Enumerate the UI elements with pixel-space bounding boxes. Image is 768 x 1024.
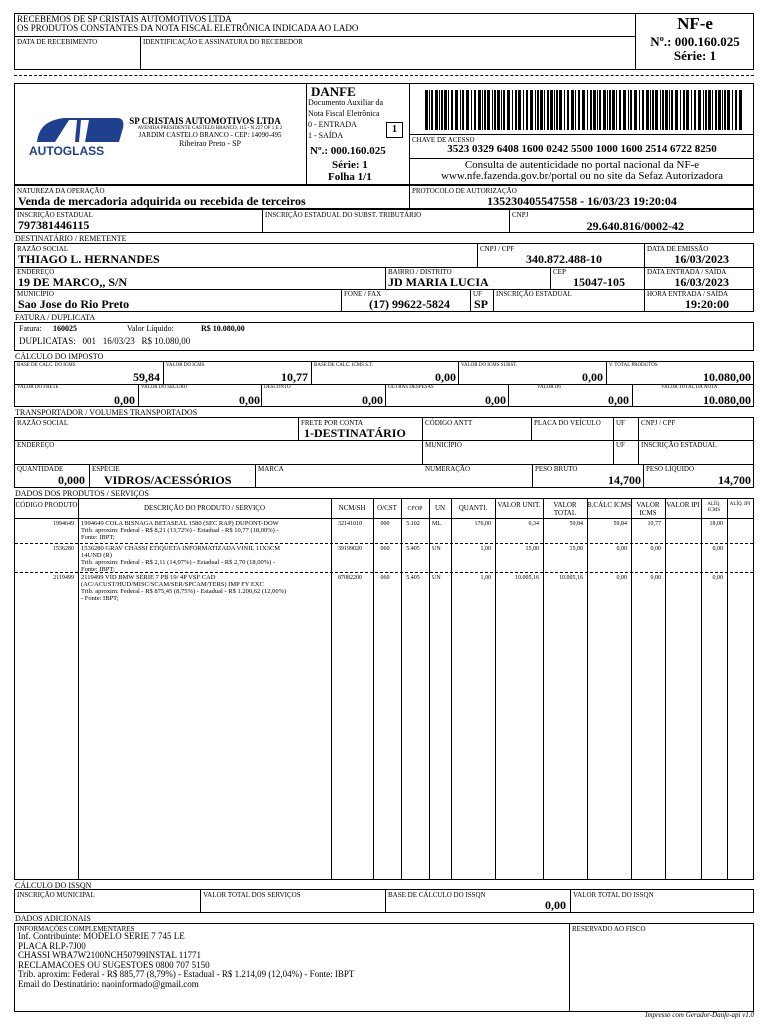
info-line: Email do Destinatário: naoinformado@gmail.com bbox=[18, 978, 199, 989]
transp-frete: 1-DESTINATÁRIO bbox=[304, 426, 406, 440]
dest-uf: SP bbox=[474, 297, 489, 311]
transp-frete-label: FRETE POR CONTA bbox=[301, 419, 364, 427]
desconto: 0,00 bbox=[362, 393, 383, 407]
cell-cst: 000 bbox=[380, 521, 390, 527]
emitente-cidade: Ribeirao Preto - SP bbox=[179, 139, 241, 148]
dest-endereco-label: ENDEREÇO bbox=[17, 268, 55, 276]
cell-cfop: 5.405 bbox=[406, 546, 420, 552]
danfe-folha: Folha 1/1 bbox=[328, 171, 372, 183]
col-quant: QUANTI. bbox=[458, 504, 488, 512]
dest-hora-label: HORA ENTRADA / SAÍDA bbox=[647, 290, 729, 298]
dest-entrada: 16/03/2023 bbox=[674, 275, 729, 289]
ipi-label: VALOR IPI bbox=[537, 385, 561, 390]
ie-label: INSCRIÇÃO ESTADUAL bbox=[17, 211, 93, 219]
transp-uf-label: UF bbox=[616, 419, 625, 427]
dest-cnpj-label: CNPJ / CPF bbox=[480, 245, 515, 253]
dest-ie-label: INSCRIÇÃO ESTADUAL bbox=[496, 290, 572, 298]
info-label: INFORMAÇÕES COMPLEMENTARES bbox=[17, 925, 135, 933]
liquido-value: R$ 10.080,00 bbox=[201, 324, 245, 333]
protocolo-value: 135230405547558 - 16/03/23 19:20:04 bbox=[487, 194, 677, 208]
cell-cfop: 5.102 bbox=[406, 521, 420, 527]
col-vunit: VALOR UNIT. bbox=[497, 501, 541, 509]
dest-razao-label: RAZÃO SOCIAL bbox=[17, 245, 69, 253]
transp-razao-label: RAZÃO SOCIAL bbox=[17, 419, 69, 427]
cut-line bbox=[14, 75, 754, 76]
imposto-section: CÁLCULO DO IMPOSTO bbox=[15, 352, 104, 361]
issqn-v-label: VALOR TOTAL DO ISSQN bbox=[573, 891, 654, 899]
seguro-label: VALOR DO SEGURO bbox=[141, 385, 188, 390]
destinatario-section: DESTINATÁRIO / REMETENTE bbox=[15, 234, 127, 243]
barcode-icon bbox=[425, 90, 745, 130]
nfe-title: NF-e bbox=[677, 14, 713, 33]
cell-un: ML bbox=[432, 521, 441, 527]
cell-quant: 1,00 bbox=[480, 546, 491, 552]
fatura-label: Fatura: bbox=[19, 324, 42, 333]
fatura-box bbox=[14, 322, 754, 351]
dest-uf-label: UF bbox=[473, 290, 482, 298]
seguro: 0,00 bbox=[239, 393, 260, 407]
cell-un: UN bbox=[432, 546, 441, 552]
issqn-im-label: INSCRIÇÃO MUNICIPAL bbox=[17, 891, 95, 899]
canhoto-line2: OS PRODUTOS CONSTANTES DA NOTA FISCAL ELETRÔNICA INDICADA AO LADO bbox=[17, 23, 359, 33]
cell-vtotal: 10.005,16 bbox=[559, 575, 583, 581]
dest-emissao: 16/03/2023 bbox=[674, 252, 729, 266]
info-line: PLACA RLP-7J00 bbox=[18, 940, 86, 951]
issqn-vserv-label: VALOR TOTAL DOS SERVIÇOS bbox=[203, 891, 301, 899]
inscricao-row bbox=[14, 209, 754, 233]
total-prod: 10.080,00 bbox=[703, 370, 751, 384]
destinatario-box bbox=[14, 243, 754, 312]
transp-numeracao-label: NUMERAÇÃO bbox=[425, 465, 471, 473]
col-aipi: ALÍQ. IPI bbox=[729, 502, 751, 507]
cell-descricao: - Fonte: IBPT; bbox=[81, 595, 119, 602]
dest-fone: (17) 99622-5824 bbox=[369, 297, 450, 311]
col-vicms: VALOR ICMS bbox=[636, 501, 660, 517]
col-codigo: CÓDIGO PRODUTO bbox=[15, 501, 78, 509]
cell-descricao: Trib. aproxim: Federal - R$ 875,45 (8,75%) - Estadual - R$ 1.200,62 (12,00%) bbox=[81, 588, 287, 595]
icms: 10,77 bbox=[281, 370, 308, 384]
info-line: Trib. aproxim: Federal - R$ 885,77 (8,79%) - Estadual - R$ 1.214,09 (12,04%) - Fonte: IBPT bbox=[18, 969, 355, 979]
cell-ncm: 39199020 bbox=[338, 546, 362, 552]
dest-hora: 19:20:00 bbox=[685, 297, 729, 311]
dest-endereco: 19 DE MARCO,, S/N bbox=[18, 275, 128, 289]
ipi: 0,00 bbox=[608, 393, 629, 407]
cell-codigo: 1994649 bbox=[53, 521, 74, 527]
col-aicms: ALÍQ. ICMS bbox=[707, 502, 721, 513]
cell-bcicms: 59,84 bbox=[613, 521, 627, 527]
transp-qtd-label: QUANTIDADE bbox=[17, 465, 64, 473]
transp-ie-label: INSCRIÇÃO ESTADUAL bbox=[641, 441, 717, 449]
outras-label: OUTRAS DESPESAS bbox=[388, 385, 434, 390]
canhoto-numero: Nº.: 000.160.025 bbox=[650, 34, 740, 49]
consulta-1: Consulta de autenticidade no portal nacional da NF-e bbox=[464, 159, 700, 171]
consulta-2: www.nfe.fazenda.gov.br/portal ou no site da Sefaz Autorizadora bbox=[440, 170, 724, 182]
cell-descricao: Trib. aproxim: Federal - R$ 2,11 (14,07%) - Estadual - R$ 2,70 (18,00%) - bbox=[81, 559, 276, 566]
frete-label: VALOR DO FRETE bbox=[17, 385, 59, 390]
cell-vunit: 15,00 bbox=[525, 546, 539, 552]
footer: Impresso com Gerador-Danfe-api v1.0 bbox=[645, 1011, 754, 1019]
cell-descricao: (AC/ACUST/HUD/MISC/SCAM/SER/SPCAM/TERS) IMP FY EXC bbox=[81, 581, 264, 588]
info-lines bbox=[18, 932, 354, 989]
cell-vicms: 0,00 bbox=[650, 575, 661, 581]
col-vtotal: VALOR TOTAL bbox=[553, 501, 577, 517]
dest-municipio-label: MUNICÍPIO bbox=[17, 290, 54, 298]
natureza-row bbox=[14, 185, 754, 209]
data-recebimento-label: DATA DE RECEBIMENTO bbox=[17, 38, 98, 46]
info-line: Inf. Contribuinte: MODELO SERIE 7 745 LE bbox=[18, 931, 185, 941]
cnpj-label: CNPJ bbox=[512, 211, 529, 219]
transp-peso-bruto: 14,700 bbox=[608, 473, 641, 487]
emitente-bairro: JARDIM CASTELO BRANCO - CEP: 14090-495 bbox=[138, 131, 282, 139]
cell-descricao: Fonte: IBPT; bbox=[81, 534, 115, 541]
cell-vtotal: 15,00 bbox=[569, 546, 583, 552]
col-cst: O/CST bbox=[377, 504, 397, 512]
canhoto-serie: Série: 1 bbox=[673, 48, 717, 63]
cell-aicms: 18,00 bbox=[709, 521, 723, 527]
ie-st-label: INSCRIÇÃO ESTADUAL DO SUBST. TRIBUTÁRIO bbox=[265, 211, 422, 219]
cell-bcicms: 0,00 bbox=[616, 575, 627, 581]
danfe-numero: Nº.: 000.160.025 bbox=[310, 145, 386, 157]
identificacao-label: IDENTIFICAÇÃO E ASSINATURA DO RECEBEDOR bbox=[143, 38, 303, 46]
cell-aicms: 0,00 bbox=[712, 575, 723, 581]
liquido-label: Valor Líquido: bbox=[127, 324, 174, 333]
transportador-section: TRANSPORTADOR / VOLUMES TRANSPORTADOS bbox=[15, 408, 198, 417]
col-cfop: CFOP bbox=[407, 506, 423, 512]
col-un: UN bbox=[434, 504, 446, 512]
danfe-title: DANFE bbox=[311, 84, 356, 99]
emitente-nome: SP CRISTAIS AUTOMOTIVOS LTDA bbox=[129, 116, 281, 126]
produtos-table bbox=[14, 498, 754, 880]
cell-vicms: 10,77 bbox=[647, 521, 661, 527]
emitente-endereco: AVENIDA PRESIDENTE CASTELO BRANCO, 115 - N 227 OF 1 E 2 bbox=[137, 126, 283, 131]
issqn-bc: 0,00 bbox=[545, 898, 566, 912]
natureza-label: NATUREZA DA OPERAÇÃO bbox=[17, 187, 105, 195]
bc-st-label: BASE DE CÁLC. ICMS S.T. bbox=[314, 363, 374, 368]
transp-cnpj-label: CNPJ / CPF bbox=[641, 419, 676, 427]
adicionais-box bbox=[14, 923, 754, 1012]
cell-cst: 060 bbox=[380, 575, 390, 581]
dest-bairro-label: BAIRRO / DISTRITO bbox=[388, 268, 452, 276]
transp-marca-label: MARCA bbox=[258, 465, 284, 473]
icms-st-label: VALOR DO ICMS SUBST. bbox=[461, 363, 518, 368]
icms-st: 0,00 bbox=[582, 370, 603, 384]
cell-cst: 060 bbox=[380, 546, 390, 552]
dest-cep-label: CEP bbox=[553, 268, 566, 276]
danfe-serie: Série: 1 bbox=[332, 159, 368, 171]
dest-entrada-label: DATA ENTRADA / SAÍDA bbox=[647, 268, 727, 276]
cell-descricao: 1536280 GRAV CHASSI ETIQUETA INFORMATIZADA VINIL 11X3CM bbox=[81, 545, 281, 552]
cell-descricao: 2119499 VID BMW SERIE 7 PB 19/ 4P VSF CAD bbox=[81, 574, 216, 581]
header bbox=[14, 83, 754, 185]
cnpj-value: 29.640.816/0002-42 bbox=[586, 219, 684, 233]
transp-antt-label: CÓDIGO ANTT bbox=[425, 419, 473, 427]
total-nota: 10.080,00 bbox=[703, 393, 751, 407]
protocolo-label: PROTOCOLO DE AUTORIZAÇÃO bbox=[412, 187, 517, 195]
cell-descricao: 1994649 COLA BISNAGA BETASEAL 1580 (SEC RAP) DUPONT-DOW bbox=[81, 520, 279, 527]
fatura-section: FATURA / DUPLICATA bbox=[15, 313, 96, 322]
cell-vicms: 0,00 bbox=[650, 546, 661, 552]
danfe-tipo-box: 1 bbox=[386, 122, 403, 138]
chave-value: 3523 0329 6408 1600 0242 5500 1000 1600 2514 6722 8250 bbox=[447, 143, 717, 155]
transp-peso-liquido-label: PESO LÍQUIDO bbox=[646, 465, 695, 473]
cell-descricao: Fonte: IBPT; bbox=[81, 566, 115, 573]
natureza-value: Venda de mercadoria adquirida ou recebida de terceiros bbox=[18, 194, 306, 208]
danfe-sub1: Documento Auxiliar da bbox=[308, 98, 384, 107]
dest-municipio: Sao Jose do Rio Preto bbox=[18, 297, 130, 311]
cell-codigo: 1536280 bbox=[53, 546, 74, 552]
danfe-entrada: 0 - ENTRADA bbox=[308, 120, 357, 129]
bc-icms-label: BASE DE CÁLC. DO ICMS bbox=[17, 363, 76, 368]
duplicatas: DUPLICATAS: 001 16/03/23 R$ 10.080,00 bbox=[19, 336, 191, 346]
transportador-box bbox=[14, 417, 754, 488]
logo-text: AUTOGLASS bbox=[29, 144, 105, 158]
bc-st: 0,00 bbox=[435, 370, 456, 384]
cell-ncm: 87082200 bbox=[338, 575, 362, 581]
icms-label: VALOR DO ICMS bbox=[166, 363, 205, 368]
col-vipi: VALOR IPI bbox=[666, 501, 700, 509]
cell-un: UN bbox=[432, 575, 441, 581]
ie-value: 797381446115 bbox=[18, 218, 90, 232]
adicionais-section: DADOS ADICIONAIS bbox=[15, 914, 91, 923]
transp-peso-liquido: 14,700 bbox=[718, 473, 751, 487]
cell-ncm: 32141010 bbox=[338, 521, 362, 527]
canhoto-line1: RECEBEMOS DE SP CRISTAIS AUTOMOTIVOS LTDA bbox=[17, 14, 232, 24]
frete: 0,00 bbox=[114, 393, 135, 407]
issqn-section: CÁLCULO DO ISSQN bbox=[15, 881, 92, 890]
danfe-saida: 1 - SAÍDA bbox=[308, 131, 344, 140]
fatura-value: 160025 bbox=[53, 324, 77, 333]
imposto-box bbox=[14, 361, 754, 407]
transp-especie: VIDROS/ACESSÓRIOS bbox=[104, 473, 232, 487]
outras: 0,00 bbox=[485, 393, 506, 407]
cell-codigo: 2119499 bbox=[53, 575, 74, 581]
dest-cnpj: 340.872.488-10 bbox=[526, 252, 602, 266]
col-descricao: DESCRIÇÃO DO PRODUTO / SERVIÇO bbox=[143, 504, 266, 512]
transp-qtd: 0,000 bbox=[58, 473, 85, 487]
transp-municipio-label: MUNICÍPIO bbox=[425, 441, 462, 449]
info-line: RECLAMACOES OU SUGESTOES 0800 707 5150 bbox=[18, 959, 210, 970]
cell-vtotal: 59,84 bbox=[569, 521, 583, 527]
fisco-label: RESERVADO AO FISCO bbox=[572, 925, 646, 933]
total-prod-label: V. TOTAL PRODUTOS bbox=[609, 363, 658, 368]
cell-descricao: 14UND (R) bbox=[81, 552, 112, 559]
cell-bcicms: 0,00 bbox=[616, 546, 627, 552]
transp-peso-bruto-label: PESO BRUTO bbox=[535, 465, 578, 473]
dest-cep: 15047-105 bbox=[573, 275, 625, 289]
chave-label: CHAVE DE ACESSO bbox=[412, 136, 475, 144]
cell-aicms: 0,00 bbox=[712, 546, 723, 552]
produtos-section: DADOS DOS PRODUTOS / SERVIÇOS bbox=[15, 489, 149, 498]
cell-quant: 176,00 bbox=[474, 521, 491, 527]
total-nota-label: VALOR TOTAL DA NOTA bbox=[661, 385, 718, 390]
cell-vunit: 0,34 bbox=[528, 521, 539, 527]
desconto-label: DESCONTO bbox=[264, 385, 291, 390]
bc-icms: 59,84 bbox=[133, 370, 160, 384]
cell-vunit: 10.005,16 bbox=[515, 575, 539, 581]
info-line: CHASSI WBA7W2100NCH50799INSTAL 11771 bbox=[18, 950, 201, 960]
cell-quant: 1,00 bbox=[480, 575, 491, 581]
canhoto bbox=[14, 13, 754, 70]
transp-uf2-label: UF bbox=[616, 441, 625, 449]
issqn-bc-label: BASE DE CÁLCULO DO ISSQN bbox=[388, 891, 486, 899]
col-bcicms: B.CÁLC ICMS bbox=[587, 501, 631, 509]
issqn-box bbox=[14, 889, 754, 913]
transp-endereco-label: ENDEREÇO bbox=[17, 441, 55, 449]
transp-especie-label: ESPÉCIE bbox=[92, 465, 120, 473]
cell-cfop: 5.405 bbox=[406, 575, 420, 581]
transp-placa-label: PLACA DO VEÍCULO bbox=[534, 419, 601, 427]
cell-descricao: Trib. aproxim: Federal - R$ 8,21 (13,72%) - Estadual - R$ 10,77 (18,00%) - bbox=[81, 527, 279, 534]
danfe-sub2: Nota Fiscal Eletrônica bbox=[308, 109, 380, 118]
dest-bairro: JD MARIA LUCIA bbox=[388, 275, 489, 289]
col-ncm: NCM/SH bbox=[338, 504, 366, 512]
dest-fone-label: FONE / FAX bbox=[344, 290, 382, 298]
dest-emissao-label: DATA DE EMISSÃO bbox=[647, 245, 709, 253]
dest-razao: THIAGO L. HERNANDES bbox=[18, 252, 160, 266]
